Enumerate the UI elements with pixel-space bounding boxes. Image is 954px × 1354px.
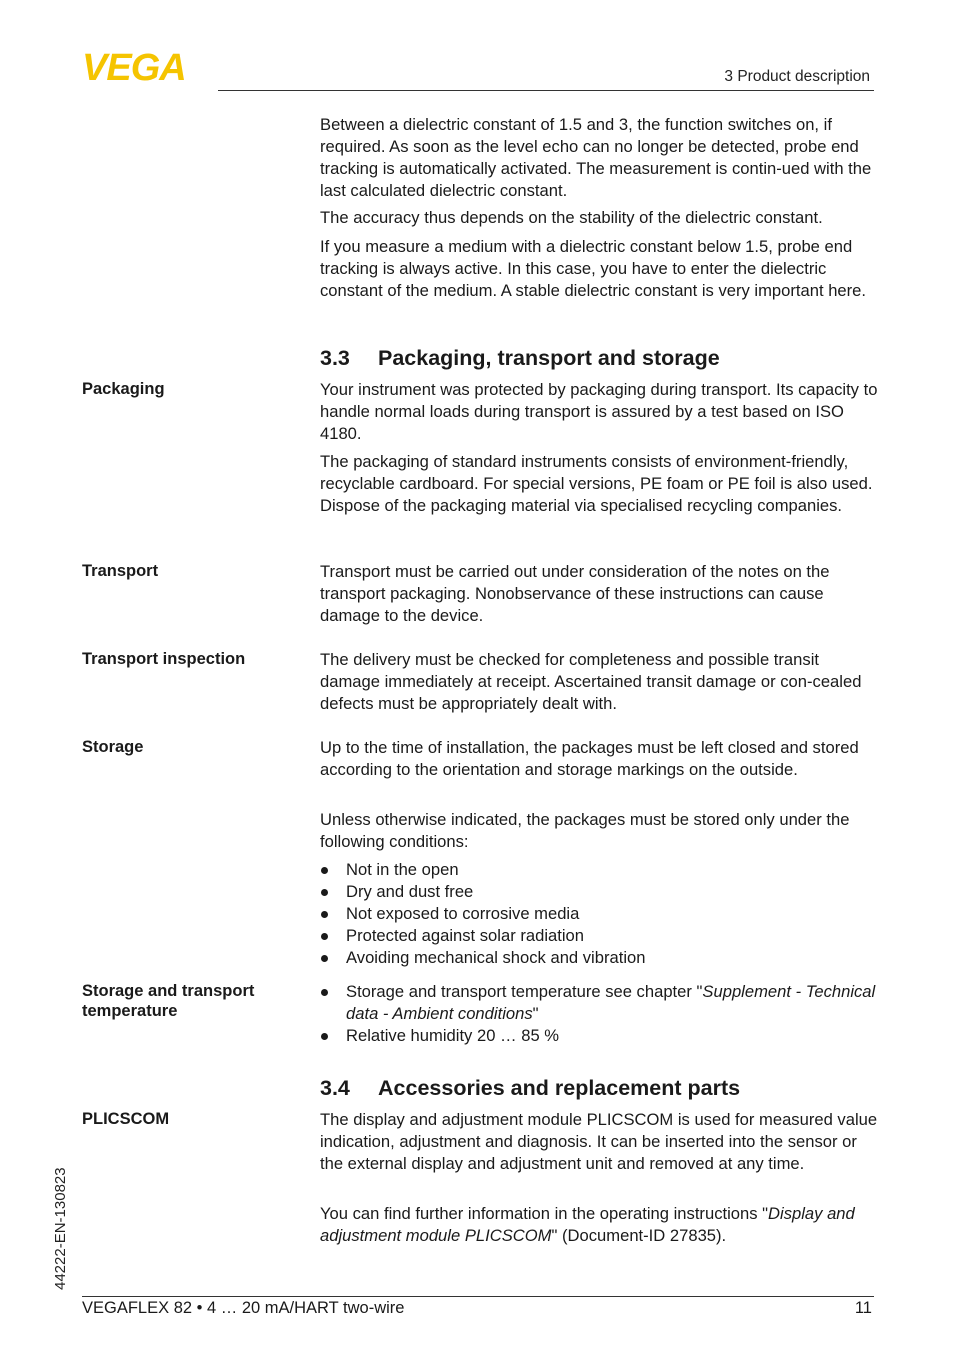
svg-text:VEGA: VEGA <box>82 50 186 84</box>
section-title: Accessories and replacement parts <box>378 1076 741 1100</box>
temperature-list <box>320 981 880 1047</box>
footer-divider <box>82 1296 874 1297</box>
header-divider <box>218 90 874 91</box>
storage-paragraph: Unless otherwise indicated, the packages must be stored only under the following conditions: <box>320 810 850 851</box>
page-number: 11 <box>854 1299 872 1317</box>
header-section-title: 3 Product description <box>724 68 870 85</box>
section-title: Packaging, transport and storage <box>378 346 720 370</box>
intro-paragraph: Between a dielectric constant of 1.5 and 3, the function switches on, if required. As soon as the level echo can no longer be detected, probe end tracking is automatically activated. The measurement is contin-ued with the last calculated dielectric constant. <box>320 115 872 200</box>
margin-label-temperature: Storage and transport temperature <box>82 982 255 1020</box>
inspection-paragraph: The delivery must be checked for completeness and possible transit damage immediately at receipt. Ascertained transit damage or con-cealed defects must be appropriately dealt with. <box>320 650 862 713</box>
chapter-reference: Supplement - Technical data - Ambient conditions <box>346 982 876 1023</box>
vega-logo <box>82 50 212 84</box>
list-item: Avoiding mechanical shock and vibration <box>320 947 880 969</box>
margin-label-plicscom: PLICSCOM <box>82 1110 170 1128</box>
list-item: Not exposed to corrosive media <box>320 903 880 925</box>
packaging-paragraph: Your instrument was protected by packaging during transport. Its capacity to handle normal loads during transport is assured by a test based on ISO 4180. <box>320 380 878 443</box>
storage-conditions-list <box>320 859 880 969</box>
section-number: 3.3 <box>320 346 350 370</box>
margin-label-packaging: Packaging <box>82 380 165 398</box>
footer-product: VEGAFLEX 82 • 4 … 20 mA/HART two-wire <box>82 1299 405 1317</box>
document-id: 44222-EN-130823 <box>52 1167 69 1290</box>
list-item: Not in the open <box>320 859 880 881</box>
plicscom-paragraph: You can find further information in the operating instructions "Display and adjustment module PLICSCOM" (Document-ID 27835). <box>320 1204 855 1245</box>
plicscom-paragraph: The display and adjustment module PLICSCOM is used for measured value indication, adjustment and diagnosis. It can be inserted into the sensor or the external display and adjustment unit and removed at any time. <box>320 1110 878 1173</box>
intro-paragraph: The accuracy thus depends on the stability of the dielectric constant. <box>320 208 823 227</box>
document-reference: Display and adjustment module PLICSCOM <box>320 1204 855 1245</box>
margin-label-storage: Storage <box>82 738 144 756</box>
packaging-paragraph: The packaging of standard instruments consists of environment-friendly, recyclable cardboard. For special versions, PE foam or PE foil is also used. Dispose of the packaging material via specialised recycling companies. <box>320 452 873 515</box>
list-item: Protected against solar radiation <box>320 925 880 947</box>
margin-label-transport: Transport <box>82 562 159 580</box>
list-item: Relative humidity 20 … 85 % <box>320 1025 880 1047</box>
storage-paragraph: Up to the time of installation, the packages must be left closed and stored according to the orientation and storage markings on the outside. <box>320 738 859 779</box>
list-item: Dry and dust free <box>320 881 880 903</box>
list-item: Storage and transport temperature see chapter "Supplement - Technical data - Ambient conditions" <box>320 981 880 1025</box>
intro-paragraph: If you measure a medium with a dielectric constant below 1.5, probe end tracking is always active. In this case, you have to enter the dielectric constant of the medium. A stable dielectric constant is very important here. <box>320 237 867 300</box>
section-heading-3-3 <box>320 346 720 371</box>
margin-label-transport-inspection: Transport inspection <box>82 650 246 668</box>
section-heading-3-4 <box>320 1076 740 1101</box>
section-number: 3.4 <box>320 1076 350 1100</box>
transport-paragraph: Transport must be carried out under consideration of the notes on the transport packaging. Nonobservance of these instructions can cause damage to the device. <box>320 562 830 625</box>
